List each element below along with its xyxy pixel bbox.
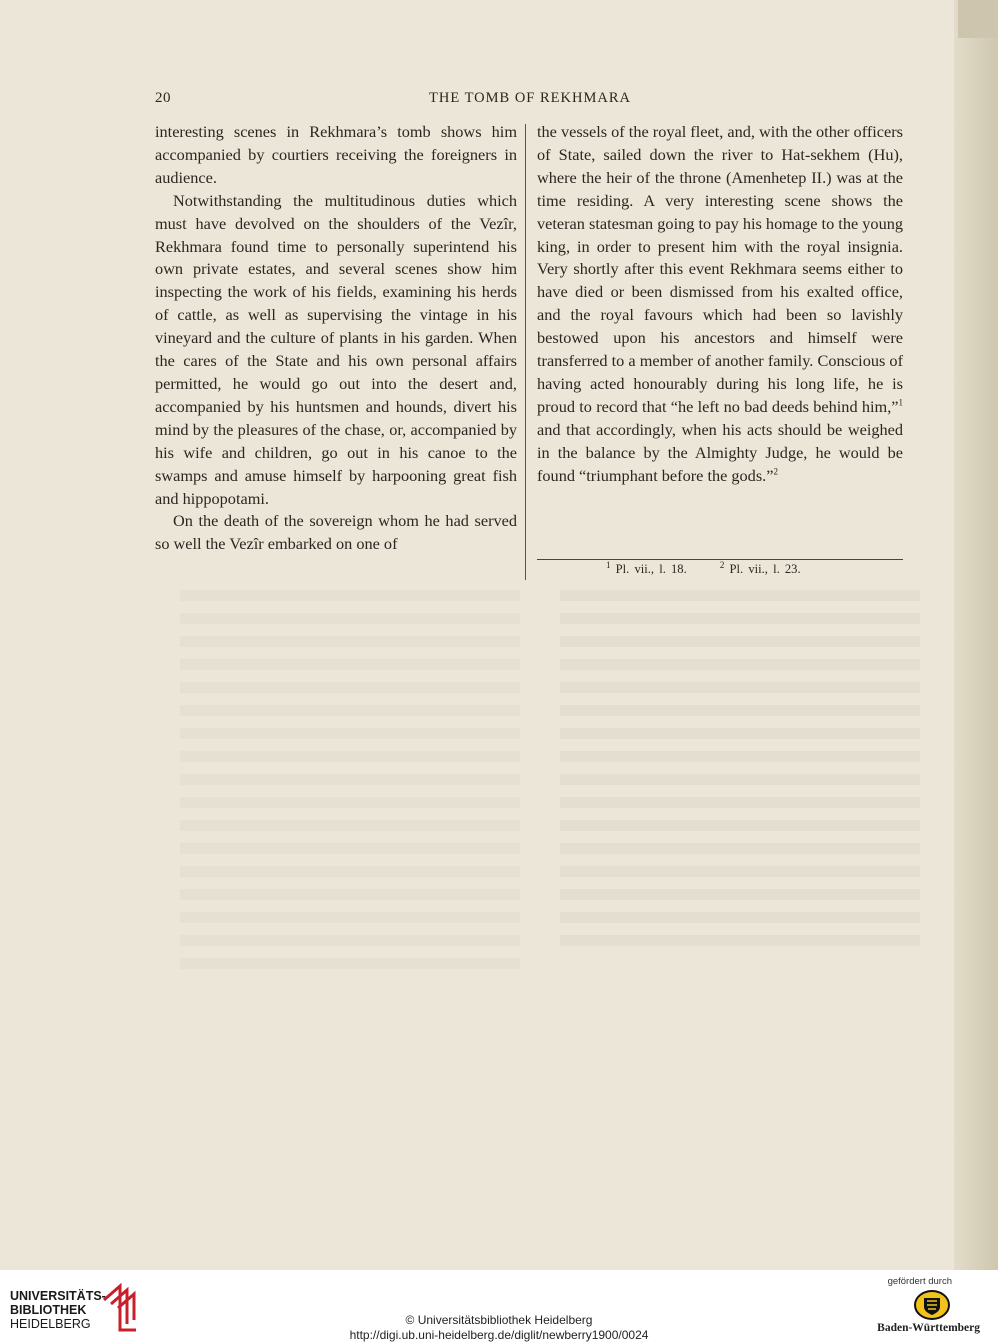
footnote — [719, 559, 801, 576]
footnote-reference: 2 — [773, 466, 778, 477]
footnote — [606, 559, 687, 576]
funded-by-label: gefördert durch — [887, 1276, 952, 1287]
footnote-mark: 1 — [606, 559, 611, 570]
paragraph-text: and that accordingly, when his acts should be weighed in the balance by the Almighty Judge, he would be found “triumphant before the gods.” — [537, 419, 903, 485]
paragraph: Notwithstanding the multitudinous duties which must have devolved on the shoulders of the Vezîr, Rekhmara found time to personally superintend his own private estates, and several scenes show him inspecting the work of his fields, examining his herds of cattle, as well as supervising the vintage in his vineyard and the culture of plants in his garden. When the cares of the State and his own personal affairs permitted, he would go out into the desert and, accompanied by his huntsmen and hounds, divert his mind by the pleasures of the chase, or, accompanied by his wife and children, go out in his canoe to the swamps and amuse himself by harpooning great fish and hippopotami. — [155, 190, 517, 508]
paragraph-text: the vessels of the royal fleet, and, with the other officers of State, sailed down the river to Hat-sekhem (Hu), where the heir of the throne (Amenhetep II.) was at the time residing. A very interesting scene shows the veteran statesman going to pay his homage to the young king, in order to present him with the royal insignia. Very shortly after this event Rekhmara seems either to have died or been dismissed from his exalted office, and the royal favours which had been so lavishly bestowed upon his ancestors and himself were transferred to a member of another family. Conscious of having acted honourably during his long life, he is proud to record that “he left no bad deeds behind him,” — [537, 122, 903, 416]
library-name-line3: HEIDELBERG — [10, 1317, 91, 1331]
show-through-text-left — [180, 590, 520, 970]
copyright-text: © Universitätsbibliothek Heidelberg — [405, 1313, 593, 1327]
paragraph: interesting scenes in Rekhmara’s tomb shows him accompanied by courtiers receiving the foreigners in audience. — [155, 122, 517, 187]
footnote-mark: 2 — [719, 559, 725, 570]
page-number: 20 — [155, 90, 171, 106]
footnote-text: Pl. vii., l. 18. — [615, 562, 687, 576]
permalink[interactable]: http://digi.ub.uni-heidelberg.de/diglit/newberry1900/0024 — [349, 1328, 649, 1342]
paragraph: On the death of the sovereign whom he had served so well the Vezîr embarked on one of — [155, 511, 517, 554]
footnote-text: Pl. vii., l. 23. — [729, 562, 801, 576]
footnotes — [606, 559, 829, 577]
left-column — [155, 121, 517, 556]
funder-name: Baden-Württemberg — [877, 1322, 980, 1334]
baden-wuerttemberg-seal-icon[interactable] — [913, 1289, 951, 1321]
footnote-reference: 1 — [898, 397, 903, 408]
show-through-text — [560, 590, 920, 950]
scan-page-edge — [954, 0, 998, 1270]
paragraph — [537, 121, 903, 488]
library-name-line1: UNIVERSITÄTS- — [10, 1289, 106, 1303]
copyright-block — [0, 1313, 998, 1343]
running-title: THE TOMB OF REKHMARA — [429, 90, 631, 106]
column-divider — [525, 124, 526, 580]
right-column — [537, 121, 903, 488]
library-name-line2: BIBLIOTHEK — [10, 1303, 87, 1317]
scan-page-corner — [958, 0, 998, 38]
